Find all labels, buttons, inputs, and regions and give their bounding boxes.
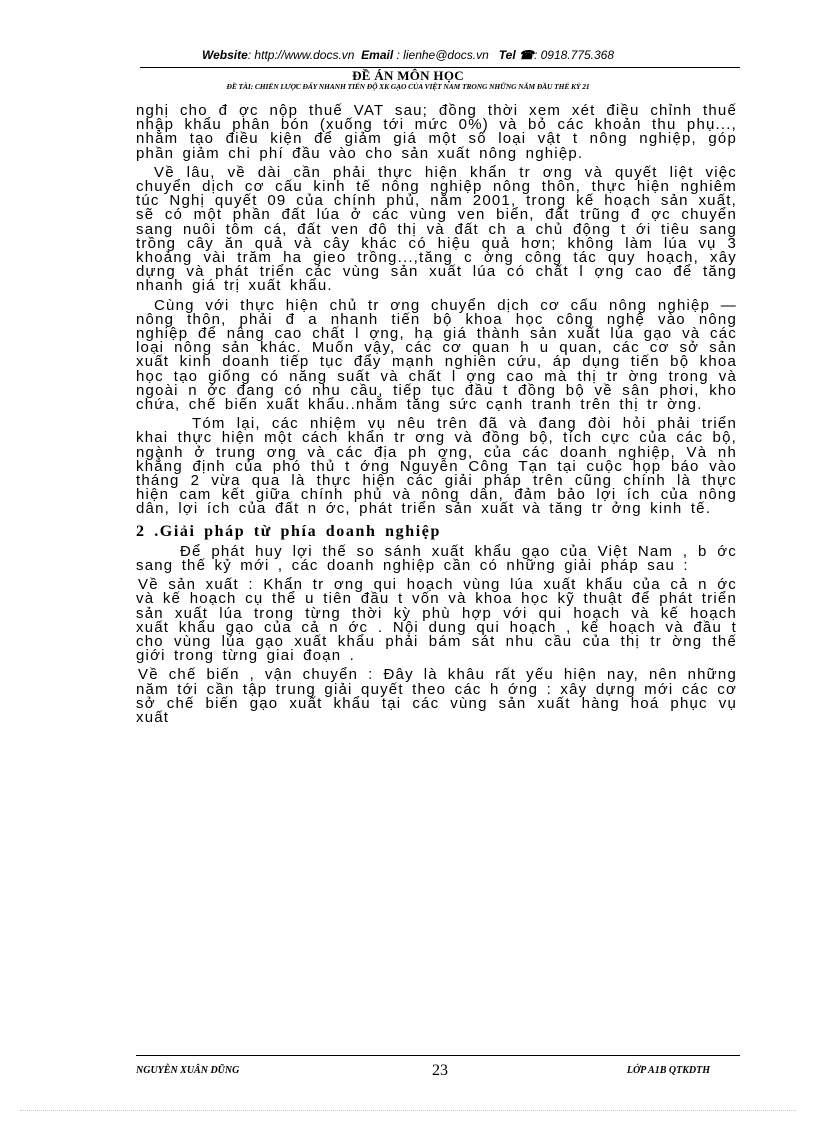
tel-value: : 0918.775.368 <box>533 48 615 62</box>
email-label: Email <box>361 48 394 62</box>
footer-class: LỚP A1B QTKDTH <box>626 1065 710 1076</box>
footer-divider <box>136 1055 740 1056</box>
header-contact-line <box>0 48 816 62</box>
footer-author: NGUYỄN XUÂN DŨNG <box>136 1065 240 1076</box>
tel-label: Tel ☎ <box>498 48 534 62</box>
email-value[interactable]: : lienhe@docs.vn <box>396 48 489 62</box>
website-value[interactable]: : http://www.docs.vn <box>247 48 355 62</box>
paragraph-6: Về sản xuất : Khẩn tr ơng qui hoạch vùng lúa xuất khẩu của cả n ớc và kế hoạch cụ thể u tiên đầu t vốn và khoa học kỹ thuật để phát triển sản xuất lúa trong từng thời kỳ phù hợp với qui hoạch và kế hoạch xuất khẩu gạo của cả n ớc . Nội dung qui hoạch , kế hoạch và đầu t cho vùng lúa gạo xuất khẩu phải bám sát nhu cầu của thị tr ờng thế giới trong từng giai đoạn . <box>136 576 737 665</box>
doc-title: ĐỀ ÁN MÔN HỌC <box>352 68 464 83</box>
page-number: 23 <box>432 1062 448 1079</box>
footer <box>136 1063 740 1083</box>
doc-topic: ĐỀ TÀI: CHIẾN LƯỢC ĐẨY NHANH TIẾN ĐỘ XK GẠO CỦA VIỆT NAM TRONG NHỮNG NĂM ĐẦU THẾ KỶ 21 <box>226 82 590 91</box>
paragraph-7: Về chế biến , vận chuyển : Đây là khâu rất yếu hiện nay, nên những năm tới cần tập trung giải quyết theo các h ớng : xây dựng mới các cơ sở chế biến gạo xuất khẩu tại các vùng sản xuất hàng hoá phục vụ xuất <box>136 666 737 726</box>
paragraph-3: Cùng với thực hiện chủ tr ơng chuyển dịch cơ cấu nông nghiệp —nông thôn, phải đ a nhanh tiến bộ khoa học công nghệ vào nông nghiệp để nâng cao chất l ợng, hạ giá thành sản xuất lúa gạo và các loại nông sản khác. Muốn vậy, các cơ quan h u quan, các cơ sở sản xuất kinh doanh tiếp tục đẩy mạnh nghiên cứu, áp dụng tiến bộ khoa học tạo giống có năng suất và chất l ợng cao mà thị tr ờng trong và ngoài n ớc đang có nhu cầu, tiếp tục đầu t đồng bộ về sân phơi, kho chứa, chế biến xuất khẩu..nhằm tăng sức cạnh tranh trên thị tr ờng. <box>136 296 737 414</box>
section-heading: 2 .Giải pháp từ phía doanh nghiệp <box>136 522 441 540</box>
paragraph-5: Để phát huy lợi thế so sánh xuất khẩu gạo của Việt Nam , b ớc sang thế kỷ mới , các doanh nghiệp cần có những giải pháp sau : <box>136 542 737 574</box>
website-label: Website <box>201 48 248 62</box>
page-bottom-border <box>20 1110 796 1111</box>
paragraph-4: Tóm lại, các nhiệm vụ nêu trên đã và đang đòi hỏi phải triển khai thực hiện một cách khẩn tr ơng và đồng bộ, tích cực của các bộ, ngành ở trung ơng và các địa ph ơng, của các doanh nghiệp, Và nh khẳng định của phó thủ t ớng Nguyễn Công Tạn tại cuộc họp báo vào tháng 2 vừa qua là thực hiện các giải pháp trên cũng chính là thực hiện cam kết giữa chính phủ và nông dân, đảm bảo lợi ích của nông dân, lợi ích của đất n ớc, phát triển sản xuất và tăng tr ởng kinh tế. <box>136 415 737 518</box>
paragraph-1: nghị cho đ ợc nộp thuế VAT sau; đồng thời xem xét điều chỉnh thuế nhập khẩu phân bón (xuống tới mức 0%) và bỏ các khoản thu phụ..., nhằm tạo điều kiện để giảm giá một số loại vật t nông nghiệp, góp phần giảm chi phí đầu vào cho sản xuất nông nghiệp. <box>136 102 737 162</box>
body-text <box>136 104 737 730</box>
paragraph-2: Về lâu, về dài cần phải thực hiện khẩn tr ơng và quyết liệt việc chuyển dịch cơ cấu kinh tế nông nghiệp nông thôn, thực hiện nghiêm túc Nghị quyết 09 của chính phủ, năm 2001, trong kế hoạch sản xuất, sẽ có một phần đất lúa ở các vùng ven biển, đất trũng đ ợc chuyển sang nuôi tôm cá, đất ven đô thị và đất ch a chủ động t ới tiêu sang trồng cây ăn quả và cây khác có hiệu quả hơn; không làm lúa vụ 3 khoảng vài trăm ha gieo trồng...,tăng c ờng công tác quy hoạch, xây dựng và phát triển các vùng sản xuất lúa có chất l ợng cao để tăng nhanh giá trị xuất khẩu. <box>136 163 737 295</box>
